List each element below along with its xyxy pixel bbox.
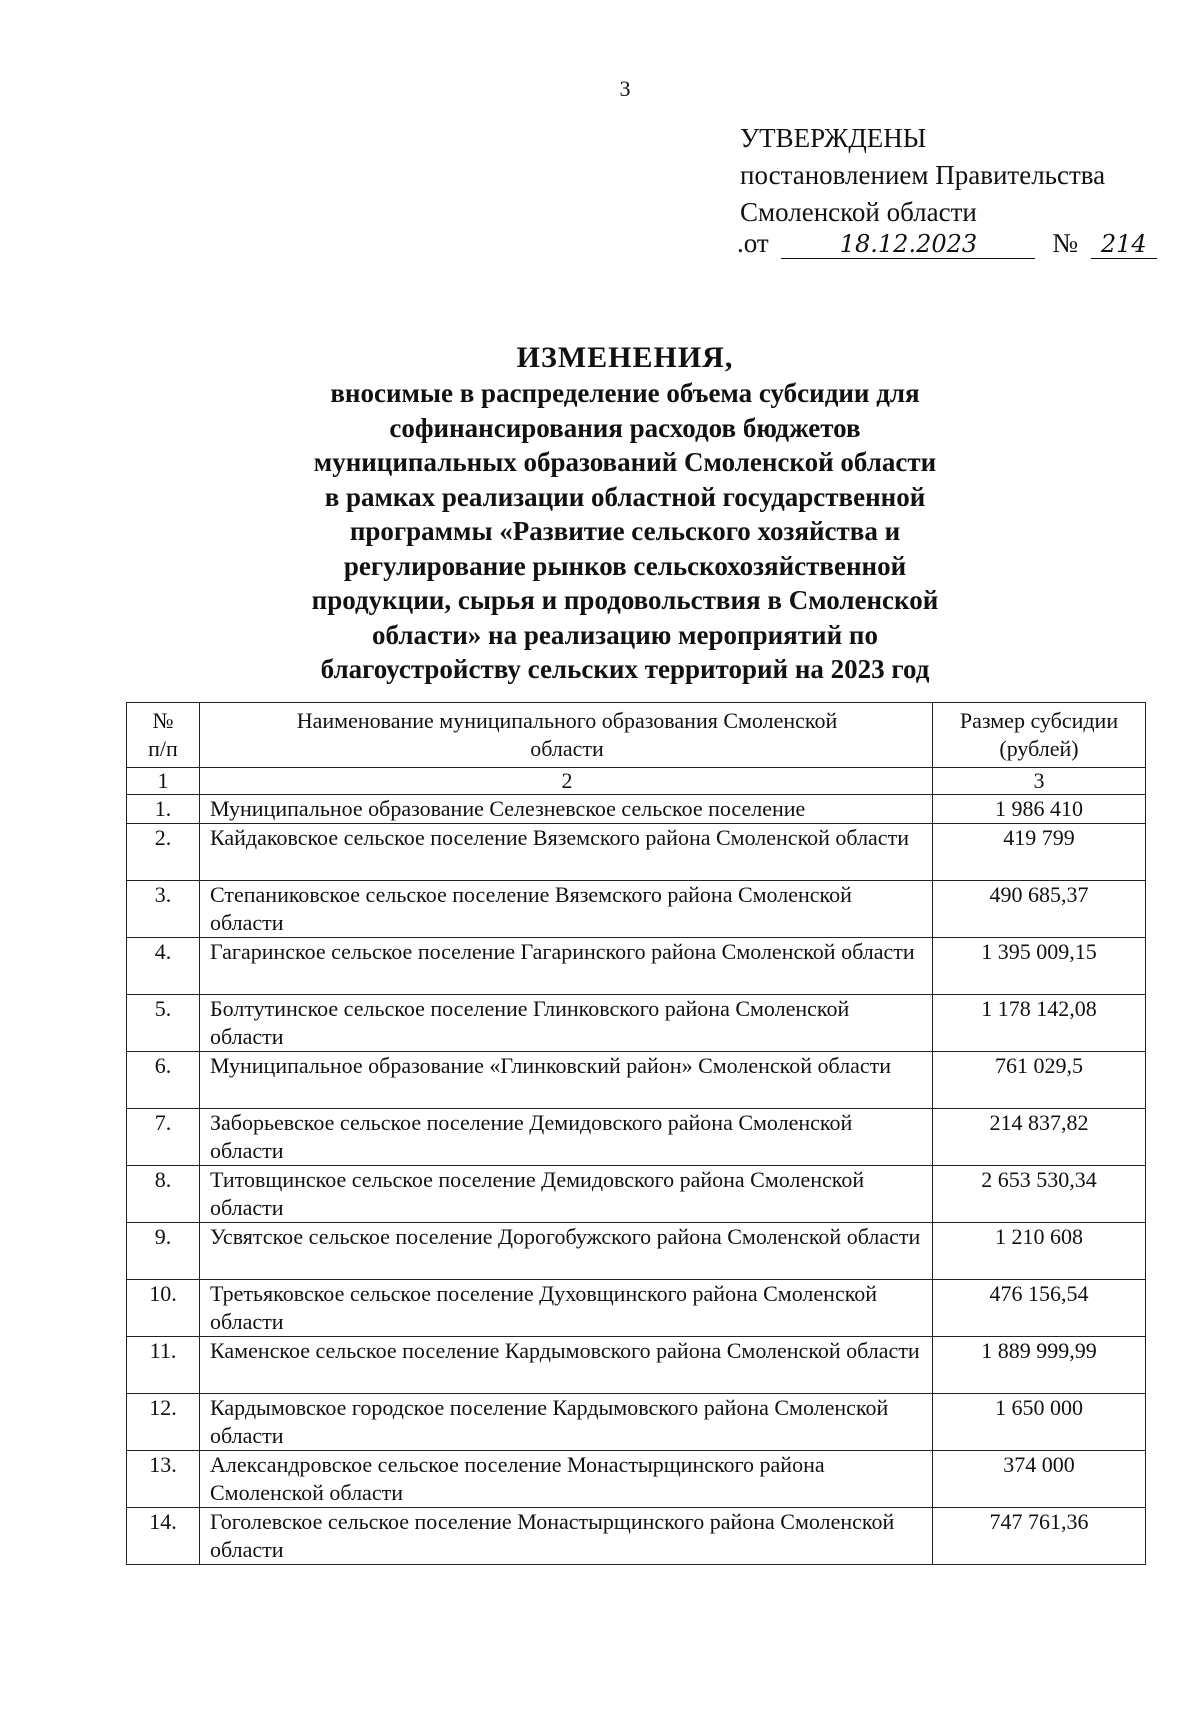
row-amount: 1 889 999,99 (933, 1337, 1146, 1394)
row-number: 14. (127, 1508, 200, 1565)
row-number: 4. (127, 938, 200, 995)
row-number: 1. (127, 795, 200, 824)
table-row (127, 1109, 1146, 1166)
approval-line-2: Смоленской области (740, 197, 977, 227)
number-prefix: № (1052, 228, 1078, 258)
row-name: Заборьевское сельское поселение Демидовского района Смоленской области (200, 1109, 933, 1166)
page-number: 3 (619, 76, 631, 101)
row-amount: 1 178 142,08 (933, 995, 1146, 1052)
row-amount: 2 653 530,34 (933, 1166, 1146, 1223)
subsidy-table (126, 702, 1146, 1565)
row-name: Болтутинское сельское поселение Глинковского района Смоленской области (200, 995, 933, 1052)
approval-date-line (737, 228, 1157, 259)
handwritten-date: 18.12.2023 (781, 230, 1035, 259)
row-amount: 419 799 (933, 824, 1146, 881)
table-row (127, 1052, 1146, 1109)
row-amount: 374 000 (933, 1451, 1146, 1508)
row-number: 5. (127, 995, 200, 1052)
title-line: благоустройству сельских территорий на 2023 год (320, 654, 930, 684)
row-amount: 214 837,82 (933, 1109, 1146, 1166)
row-name: Степаниковское сельское поселение Вяземского района Смоленской области (200, 881, 933, 938)
row-name: Третьяковское сельское поселение Духовщинского района Смоленской области (200, 1280, 933, 1337)
row-name: Гоголевское сельское поселение Монастырщинского района Смоленской области (200, 1508, 933, 1565)
handwritten-number: 214 (1091, 230, 1157, 259)
table-row (127, 995, 1146, 1052)
table-row (127, 824, 1146, 881)
row-number: 13. (127, 1451, 200, 1508)
row-name: Александровское сельское поселение Монастырщинского района Смоленской области (200, 1451, 933, 1508)
header-number (127, 703, 200, 768)
row-number: 2. (127, 824, 200, 881)
table-row (127, 1451, 1146, 1508)
header-name-line2: области (530, 736, 604, 761)
row-name: Кардымовское городское поселение Кардымовского района Смоленской области (200, 1394, 933, 1451)
row-amount: 476 156,54 (933, 1280, 1146, 1337)
column-index: 3 (933, 768, 1146, 795)
row-name: Титовщинское сельское поселение Демидовского района Смоленской области (200, 1166, 933, 1223)
document-title (250, 340, 1000, 687)
row-number: 3. (127, 881, 200, 938)
approval-heading: УТВЕРЖДЕНЫ (740, 123, 927, 153)
row-number: 10. (127, 1280, 200, 1337)
approval-block (740, 120, 1105, 231)
table-row (127, 1508, 1146, 1565)
table-row (127, 1223, 1146, 1280)
title-line: вносимые в распределение объема субсидии для (330, 378, 920, 408)
approval-line-1: постановлением Правительства (740, 160, 1106, 190)
header-name (200, 703, 933, 768)
title-line: в рамках реализации областной государственной (324, 481, 926, 512)
title-line: продукции, сырья и продовольствия в Смоленской (311, 585, 939, 615)
table-row (127, 795, 1146, 824)
row-number: 11. (127, 1337, 200, 1394)
title-line: регулирование рынков сельскохозяйственной (343, 550, 907, 581)
row-amount: 747 761,36 (933, 1508, 1146, 1565)
row-amount: 1 395 009,15 (933, 938, 1146, 995)
column-index: 1 (127, 768, 200, 795)
row-amount: 1 210 608 (933, 1223, 1146, 1280)
row-name: Кайдаковское сельское поселение Вяземского района Смоленской области (200, 824, 933, 881)
header-name-line1: Наименование муниципального образования Смоленской (296, 708, 838, 733)
row-amount: 761 029,5 (933, 1052, 1146, 1109)
row-number: 6. (127, 1052, 200, 1109)
row-name: Муниципальное образование Селезневское сельское поселение (200, 795, 933, 824)
row-name: Усвятское сельское поселение Дорогобужского района Смоленской области (200, 1223, 933, 1280)
row-amount: 490 685,37 (933, 881, 1146, 938)
table-row (127, 1394, 1146, 1451)
header-amount-line2: (рублей) (999, 736, 1079, 761)
table-row (127, 1280, 1146, 1337)
row-name: Каменское сельское поселение Кардымовского района Смоленской области (200, 1337, 933, 1394)
row-name: Муниципальное образование «Глинковский район» Смоленской области (200, 1052, 933, 1109)
row-name: Гагаринское сельское поселение Гагаринского района Смоленской области (200, 938, 933, 995)
header-amount (933, 703, 1146, 768)
row-number: 8. (127, 1166, 200, 1223)
title-line: программы «Развитие сельского хозяйства и (349, 516, 901, 546)
title-main: ИЗМЕНЕНИЯ, (516, 341, 734, 374)
row-amount: 1 986 410 (933, 795, 1146, 824)
column-index-row (127, 768, 1146, 795)
table-header-row (127, 703, 1146, 768)
title-line: области» на реализацию мероприятий по (372, 619, 878, 650)
title-line: софинансирования расходов бюджетов (389, 412, 861, 443)
table-row (127, 938, 1146, 995)
title-line: муниципальных образований Смоленской области (313, 447, 937, 477)
row-amount: 1 650 000 (933, 1394, 1146, 1451)
header-number-line2: п/п (148, 736, 178, 761)
header-amount-line1: Размер субсидии (959, 708, 1119, 733)
header-number-line1: № (152, 708, 174, 733)
row-number: 12. (127, 1394, 200, 1451)
table-row (127, 1337, 1146, 1394)
table-row (127, 881, 1146, 938)
row-number: 9. (127, 1223, 200, 1280)
column-index: 2 (200, 768, 933, 795)
row-number: 7. (127, 1109, 200, 1166)
table-row (127, 1166, 1146, 1223)
date-prefix: .от (737, 228, 769, 258)
